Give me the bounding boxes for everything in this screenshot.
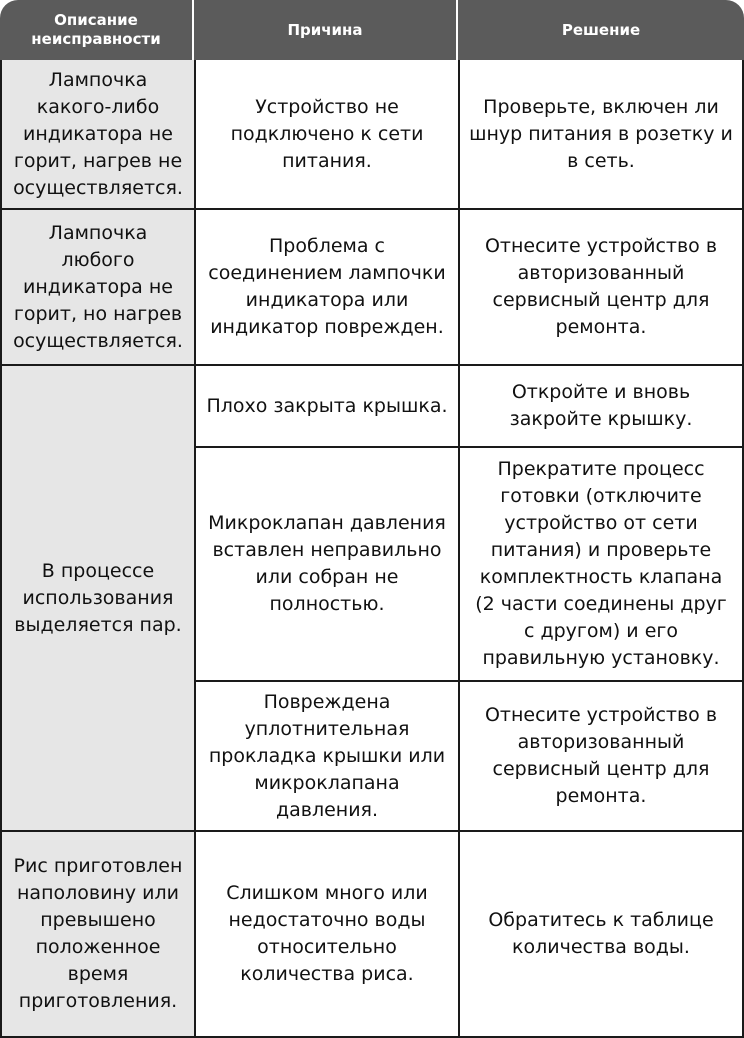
solution-cell: Прекратите процесс готовки (отключите устройство от сети питания) и проверьте комплектность клапана (2 части соединены друг с другом) и его правильную установку. (458, 448, 744, 682)
header-solution: Решение (458, 0, 744, 60)
cause-cell: Слишком много или недостаточно воды относительно количества риса. (194, 832, 458, 1038)
table-row (0, 210, 744, 366)
solution-cell: Откройте и вновь закройте крышку. (458, 366, 744, 448)
problem-cell: Рис приготовлен наполовину или превышено положенное время приготовления. (0, 832, 194, 1038)
table-row (0, 366, 744, 448)
cause-cell: Устройство не подключено к сети питания. (194, 60, 458, 210)
header-cause: Причина (194, 0, 458, 60)
problem-cell: Лампочка какого-либо индикатора не горит, нагрев не осуществляется. (0, 60, 194, 210)
solution-cell: Обратитесь к таблице количества воды. (458, 832, 744, 1038)
header-description: Описание неисправности (0, 0, 194, 60)
table-header-row (0, 0, 744, 60)
problem-cell: В процессе использования выделяется пар. (0, 366, 194, 832)
solution-cell: Проверьте, включен ли шнур питания в розетку и в сеть. (458, 60, 744, 210)
cause-cell: Микроклапан давления вставлен неправильно или собран не полностью. (194, 448, 458, 682)
cause-cell: Проблема с соединением лампочки индикатора или индикатор поврежден. (194, 210, 458, 366)
table-row (0, 60, 744, 210)
solution-cell: Отнесите устройство в авторизованный сервисный центр для ремонта. (458, 210, 744, 366)
cause-cell: Плохо закрыта крышка. (194, 366, 458, 448)
problem-cell: Лампочка любого индикатора не горит, но нагрев осуществляется. (0, 210, 194, 366)
cause-cell: Повреждена уплотнительная прокладка крышки или микроклапана давления. (194, 682, 458, 832)
solution-cell: Отнесите устройство в авторизованный сервисный центр для ремонта. (458, 682, 744, 832)
table-row (0, 832, 744, 1038)
